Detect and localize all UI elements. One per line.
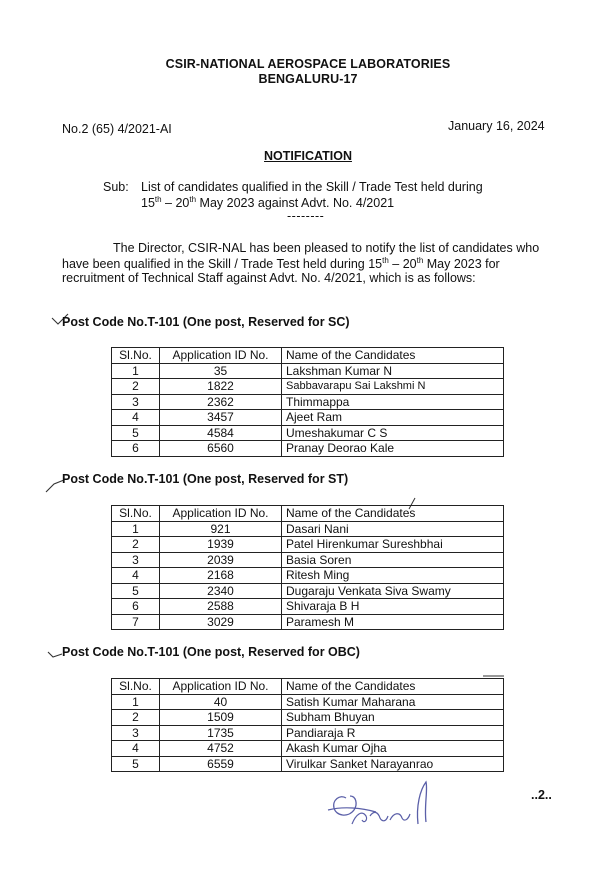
column-header: Sl.No. [112,348,160,364]
table-row [112,710,504,726]
candidates-table-st [111,505,504,630]
table-row [112,725,504,741]
candidate-name-cell: Pandiaraja R [282,725,504,741]
column-header: Name of the Candidates [282,679,504,695]
table-row [112,425,504,441]
page-indicator: ..2.. [531,788,552,802]
candidate-name-cell: Ritesh Ming [282,568,504,584]
handwritten-signature [322,776,440,834]
subject-line-1: List of candidates qualified in the Skill / Trade Test held during [141,180,483,194]
table-header-row [112,348,504,364]
sl-no-cell: 1 [112,363,160,379]
sl-no-cell: 7 [112,614,160,630]
candidate-name-cell: Virulkar Sanket Narayanrao [282,756,504,772]
sl-no-cell: 3 [112,552,160,568]
candidates-table-obc [111,678,504,772]
section-heading-sc: Post Code No.T-101 (One post, Reserved for SC) [62,315,350,329]
table-row [112,694,504,710]
application-id-cell: 4584 [160,425,282,441]
sl-no-cell: 4 [112,741,160,757]
table-row [112,552,504,568]
candidate-name-cell: Umeshakumar C S [282,425,504,441]
table-row [112,521,504,537]
superscript: th [189,195,197,204]
candidate-name-cell: Basia Soren [282,552,504,568]
table-row [112,741,504,757]
application-id-cell: 2340 [160,583,282,599]
application-id-cell: 2168 [160,568,282,584]
candidate-name-cell: Sabbavarapu Sai Lakshmi N [282,379,504,395]
column-header: Sl.No. [112,506,160,522]
application-id-cell: 6559 [160,756,282,772]
application-id-cell: 921 [160,521,282,537]
table-row [112,599,504,615]
table-row [112,568,504,584]
sl-no-cell: 1 [112,521,160,537]
reference-number: No.2 (65) 4/2021-AI [62,122,172,136]
subject-label: Sub: [103,180,129,194]
sl-no-cell: 3 [112,725,160,741]
table-row [112,614,504,630]
table-row [112,537,504,553]
candidate-name-cell: Pranay Deorao Kale [282,441,504,457]
sl-no-cell: 2 [112,710,160,726]
candidate-name-cell: Thimmappa [282,394,504,410]
candidates-table-sc [111,347,504,457]
table-row [112,363,504,379]
table-row [112,394,504,410]
column-header: Name of the Candidates [282,348,504,364]
org-name: CSIR-NATIONAL AEROSPACE LABORATORIES [165,57,451,71]
sl-no-cell: 5 [112,756,160,772]
application-id-cell: 4752 [160,741,282,757]
candidate-name-cell: Dasari Nani [282,521,504,537]
application-id-cell: 1822 [160,379,282,395]
sl-no-cell: 5 [112,583,160,599]
section-heading-st: Post Code No.T-101 (One post, Reserved for ST) [62,472,349,486]
candidate-name-cell: Patel Hirenkumar Sureshbhai [282,537,504,553]
column-header: Sl.No. [112,679,160,695]
subject-text: 15 [141,196,155,211]
body-line-2 [62,256,554,271]
superscript: th [382,256,389,265]
application-id-cell: 1939 [160,537,282,553]
candidate-name-cell: Subham Bhuyan [282,710,504,726]
body-text: – 20 [388,257,417,272]
sl-no-cell: 4 [112,568,160,584]
body-line-1: The Director, CSIR-NAL has been pleased to notify the list of candidates who [113,241,540,255]
pen-mark-icon [482,674,506,678]
body-text: May 2023 for [423,257,500,272]
subject-text: – 20 [161,196,190,211]
sl-no-cell: 3 [112,394,160,410]
candidate-name-cell: Akash Kumar Ojha [282,741,504,757]
candidate-name-cell: Dugaraju Venkata Siva Swamy [282,583,504,599]
application-id-cell: 1735 [160,725,282,741]
superscript: th [416,256,424,265]
org-location: BENGALURU-17 [258,72,358,86]
sl-no-cell: 1 [112,694,160,710]
notice-title-text: NOTIFICATION [264,149,352,163]
application-id-cell: 1509 [160,710,282,726]
application-id-cell: 3457 [160,410,282,426]
application-id-cell: 6560 [160,441,282,457]
table-header-row [112,506,504,522]
candidate-name-cell: Paramesh M [282,614,504,630]
sl-no-cell: 5 [112,425,160,441]
application-id-cell: 2588 [160,599,282,615]
sl-no-cell: 4 [112,410,160,426]
column-header: Name of the Candidates [282,506,504,522]
application-id-cell: 2039 [160,552,282,568]
subject-separator: -------- [287,209,325,223]
application-id-cell: 40 [160,694,282,710]
subject-line-2 [141,195,394,210]
table-row [112,379,504,395]
sl-no-cell: 6 [112,441,160,457]
subject-text: May 2023 against Advt. No. 4/2021 [196,196,395,211]
table-header-row [112,679,504,695]
table-row [112,583,504,599]
notice-date: January 16, 2024 [448,119,545,133]
candidate-name-cell: Ajeet Ram [282,410,504,426]
column-header: Application ID No. [160,679,282,695]
section-heading-obc: Post Code No.T-101 (One post, Reserved for OBC) [62,645,360,659]
candidate-name-cell: Satish Kumar Maharana [282,694,504,710]
body-line-3: recruitment of Technical Staff against Advt. No. 4/2021, which is as follows: [62,271,476,285]
column-header: Application ID No. [160,506,282,522]
column-header: Application ID No. [160,348,282,364]
table-row [112,441,504,457]
body-text: have been qualified in the Skill / Trade Test held during 15 [62,257,383,272]
candidate-name-cell: Shivaraja B H [282,599,504,615]
sl-no-cell: 2 [112,537,160,553]
sl-no-cell: 6 [112,599,160,615]
candidate-name-cell: Lakshman Kumar N [282,363,504,379]
application-id-cell: 35 [160,363,282,379]
table-row [112,756,504,772]
sl-no-cell: 2 [112,379,160,395]
application-id-cell: 2362 [160,394,282,410]
table-row [112,410,504,426]
superscript: th [154,195,162,204]
application-id-cell: 3029 [160,614,282,630]
notice-title [0,149,616,163]
